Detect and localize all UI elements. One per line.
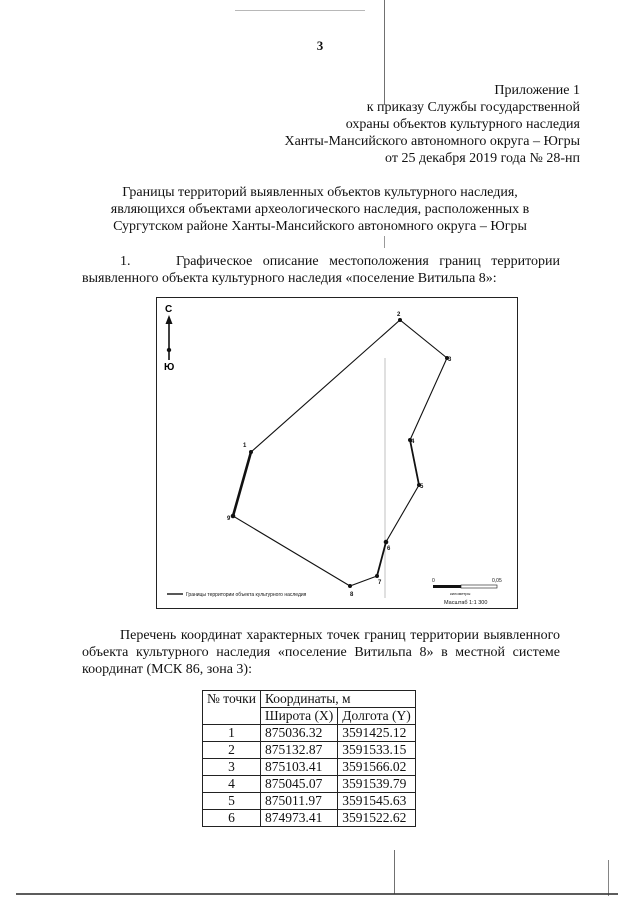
vertex-label: 4: [411, 439, 415, 445]
vertex-marker: [348, 584, 352, 588]
appendix-line: охраны объектов культурного наследия: [345, 117, 580, 132]
paragraph-number: 1.: [120, 254, 131, 269]
cell-latitude: 875103.41: [260, 759, 337, 776]
map-canvas: [157, 298, 517, 608]
scale-bar-dark: [433, 585, 461, 588]
cell-point: 3: [203, 759, 261, 776]
vertex-label: 7: [378, 580, 382, 586]
scale-bar-light: [461, 585, 497, 588]
header-latitude: Широта (X): [260, 708, 337, 725]
scan-line: [608, 860, 609, 896]
vertex-marker: [398, 318, 402, 322]
table-row: [203, 725, 416, 742]
cell-latitude: 875036.32: [260, 725, 337, 742]
appendix-line: к приказу Службы государственной: [366, 100, 580, 115]
paragraph-text: Графическое описание местоположения границ территории выявленного объекта культурного наследия «поселение Витильпа 8»:: [82, 254, 560, 286]
scale-start-label: 0: [432, 578, 435, 584]
boundary-segment-thick: [233, 452, 251, 516]
table-row: [203, 742, 416, 759]
cell-latitude: 875045.07: [260, 776, 337, 793]
boundary-segment-thick: [377, 542, 386, 576]
page-number: 3: [316, 38, 324, 53]
appendix-line: Ханты-Мансийского автономного округа – Югры: [284, 134, 580, 149]
document-heading: [70, 184, 570, 235]
cell-point: 6: [203, 810, 261, 827]
scale-end-label: 0,05: [492, 578, 502, 584]
table-header-row: [203, 691, 416, 708]
north-arrow-icon: [166, 315, 173, 324]
cell-point: 4: [203, 776, 261, 793]
boundary-segment-thick: [410, 440, 419, 485]
vertex-label: 9: [227, 516, 231, 522]
cell-latitude: 875011.97: [260, 793, 337, 810]
header-longitude: Долгота (Y): [338, 708, 415, 725]
boundary-map: [156, 297, 518, 609]
north-label: С: [165, 304, 173, 315]
scan-line: [394, 850, 395, 894]
cell-longitude: 3591545.63: [338, 793, 415, 810]
cell-point: 1: [203, 725, 261, 742]
scan-line: [384, 236, 385, 248]
table-row: [203, 759, 416, 776]
scale-text: Масштаб 1:1 300: [444, 600, 488, 606]
vertex-label: 6: [387, 546, 391, 552]
cell-latitude: 875132.87: [260, 742, 337, 759]
cell-point: 5: [203, 793, 261, 810]
header-point: № точки: [203, 691, 261, 725]
cell-longitude: 3591425.12: [338, 725, 415, 742]
table-row: [203, 810, 416, 827]
table-row: [203, 793, 416, 810]
vertex-label: 8: [350, 592, 354, 598]
heading-line: Сургутском районе Ханты-Мансийского автономного округа – Югры: [113, 219, 527, 234]
vertex-label: 1: [243, 443, 247, 449]
appendix-line: Приложение 1: [494, 83, 580, 98]
heading-line: являющихся объектами археологического наследия, расположенных в: [110, 202, 530, 217]
appendix-line: от 25 декабря 2019 года № 28-нп: [385, 151, 580, 166]
scan-artifact: [235, 10, 365, 11]
coordinates-table: [202, 690, 416, 827]
vertex-marker: [375, 574, 379, 578]
legend-text: Границы территории объекта культурного наследия: [186, 592, 307, 598]
paragraph-1: [82, 253, 560, 287]
paragraph-2: [82, 627, 560, 678]
header-coordinates: Координаты, м: [260, 691, 415, 708]
south-marker-icon: [167, 348, 171, 352]
cell-longitude: 3591539.79: [338, 776, 415, 793]
cell-point: 2: [203, 742, 261, 759]
cell-longitude: 3591566.02: [338, 759, 415, 776]
vertex-label: 3: [448, 357, 452, 363]
vertex-marker: [384, 540, 389, 545]
scale-unit-label: километры: [450, 591, 471, 596]
vertex-label: 2: [397, 312, 401, 318]
vertex-marker: [249, 450, 253, 454]
cell-longitude: 3591533.15: [338, 742, 415, 759]
appendix-block: [284, 82, 580, 167]
cell-longitude: 3591522.62: [338, 810, 415, 827]
paragraph-text: Перечень координат характерных точек границ территории выявленного объекта культурного наследия «поселение Витильпа 8» в местной системе координат (МСК 86, зона 3):: [82, 628, 560, 677]
cell-latitude: 874973.41: [260, 810, 337, 827]
boundary-polygon: [233, 320, 447, 586]
vertex-label: 5: [420, 484, 424, 490]
scan-edge-line: [16, 893, 618, 895]
table-row: [203, 776, 416, 793]
vertex-marker: [231, 514, 236, 519]
heading-line: Границы территорий выявленных объектов культурного наследия,: [122, 185, 518, 200]
south-label: Ю: [164, 362, 175, 373]
